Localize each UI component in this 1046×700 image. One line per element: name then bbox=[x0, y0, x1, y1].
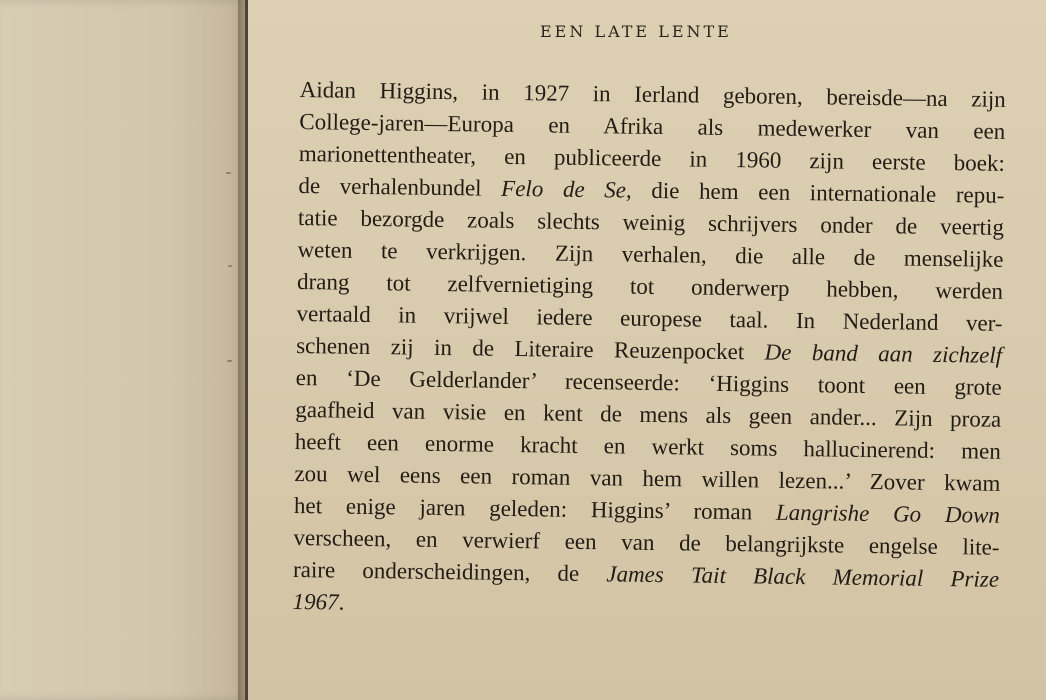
text-segment: zou wel eens een roman van hem willen lezen...’ Zover kwam bbox=[294, 460, 1001, 496]
page-mark bbox=[226, 172, 231, 174]
text-segment: schenen zij in de Literaire Reuzenpocket bbox=[296, 332, 765, 365]
page-mark bbox=[228, 265, 232, 267]
text-segment: heeft een enorme kracht en werkt soms hallucinerend: men bbox=[294, 428, 1001, 464]
italic-title: Felo de Se bbox=[500, 175, 627, 203]
italic-title: James Tait Black Memorial Prize bbox=[606, 561, 1000, 592]
left-page bbox=[0, 0, 245, 700]
text-segment: drang tot zelfvernietiging tot onderwerp hebben, werden bbox=[296, 268, 1004, 304]
text-segment: het enige jaren geleden: Higgins’ roman bbox=[293, 492, 777, 525]
italic-title: Langrishe Go Down bbox=[775, 499, 1001, 528]
text-segment: raire onderscheidingen, de bbox=[292, 556, 607, 587]
text-segment: de verhalenbundel bbox=[298, 172, 502, 201]
text-segment: Aidan Higgins, in 1927 in Ierland geboren, bereisde—na zijn bbox=[299, 76, 1006, 112]
text-segment: , die hem een internationale repu- bbox=[625, 177, 1005, 208]
text-segment: verscheen, en verwierf een van de belangrijkste engelse lite- bbox=[293, 524, 1000, 560]
text-segment: en ‘De Gelderlander’ recenseerde: ‘Higgins toont een grote bbox=[295, 364, 1002, 400]
text-segment: tatie bezorgde zoals slechts weinig schrijvers onder de veertig bbox=[297, 204, 1005, 240]
italic-title: De band aan zichzelf bbox=[764, 339, 1003, 368]
text-segment: weten te verkrijgen. Zijn verhalen, die alle de menselijke bbox=[297, 236, 1004, 272]
page-mark bbox=[227, 360, 232, 362]
body-paragraph bbox=[292, 74, 1006, 628]
italic-title: 1967 bbox=[292, 588, 339, 615]
text-segment: marionettentheater, en publiceerde in 1960 zijn eerste boek: bbox=[298, 140, 1005, 176]
text-segment: gaafheid van visie en kent de mens als geen ander... Zijn proza bbox=[295, 396, 1002, 432]
text-segment: . bbox=[338, 589, 345, 615]
running-head: EEN LATE LENTE bbox=[540, 22, 732, 41]
text-segment: vertaald in vrijwel iedere europese taal. In Nederland ver- bbox=[296, 300, 1003, 336]
text-segment: College-jaren—Europa en Afrika als medewerker van een bbox=[299, 108, 1006, 144]
